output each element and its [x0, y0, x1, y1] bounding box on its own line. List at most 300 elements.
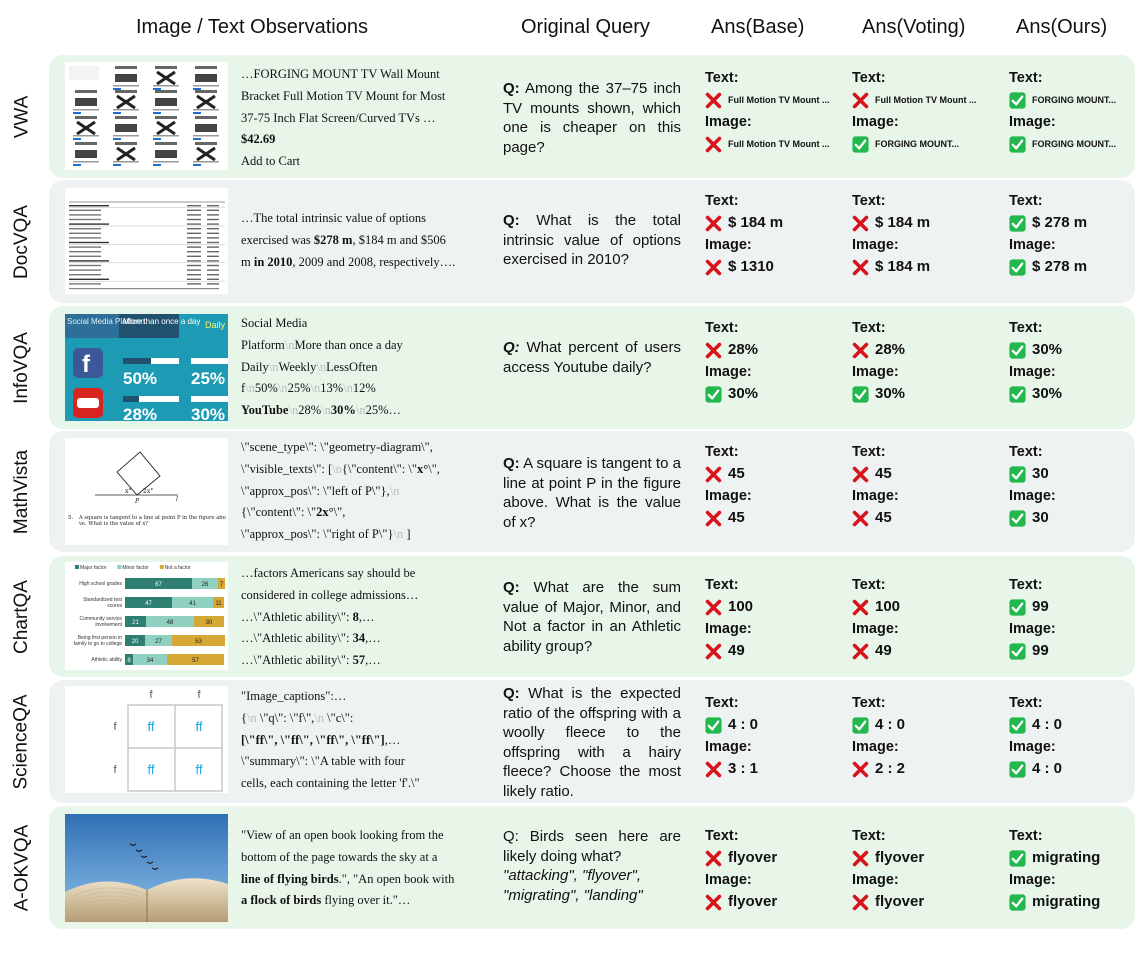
observation-image [65, 686, 228, 793]
cross-icon [852, 761, 869, 778]
answer-ours [1009, 190, 1087, 278]
image-answer-label: Image: [852, 621, 899, 637]
image-answer-label: Image: [1009, 739, 1056, 755]
infographic-value: 30% [191, 405, 226, 421]
category-label: High school grades [79, 581, 122, 587]
legend-label: Not a factor [164, 565, 191, 571]
observation-line: $42.69 [241, 132, 276, 147]
allele-label: f [197, 689, 201, 701]
answer-voting [852, 190, 930, 278]
answer-value: 30% [728, 385, 759, 402]
observation-line: f\n50%\n25%\n13%\n12% [241, 381, 376, 396]
observation-image [65, 814, 228, 922]
legend-label: Major factor [80, 565, 107, 571]
table-image [65, 188, 228, 294]
point-label: P [135, 498, 140, 505]
bar-value-label: 57 [192, 658, 199, 664]
text-answer [852, 339, 905, 361]
punnett-cell: ff [147, 762, 155, 777]
image-answer [852, 383, 905, 405]
bar-value-label: 47 [145, 601, 152, 607]
cross-icon [705, 466, 722, 483]
bar-value-label: 11 [215, 601, 222, 607]
product-tile [113, 116, 139, 140]
query-text: Birds seen here are likely doing what? [503, 828, 681, 865]
bar-value-label: 20 [131, 639, 139, 645]
header-observations: Image / Text Observations [136, 16, 368, 38]
observation-line: \"visible_texts\": [\n{\"content\": \"x°\", [241, 461, 440, 476]
cross-icon [852, 466, 869, 483]
check-icon [705, 386, 722, 403]
answer-voting [852, 574, 900, 662]
bar-value-label: 27 [155, 639, 162, 645]
bar-value-label: 8 [127, 658, 131, 664]
cross-icon [852, 599, 869, 616]
text-answer-label: Text: [1009, 320, 1043, 336]
query-text: A square is tangent to a line at point P in the figure above. What is the value of x? [503, 455, 681, 531]
text-answer-label: Text: [705, 695, 739, 711]
observation-line: line of flying birds.", "An open book with [241, 871, 455, 886]
text-observation [241, 825, 476, 912]
answer-value: FORGING MOUNT... [1032, 139, 1116, 149]
dataset-label [0, 806, 44, 929]
svg-text:f: f [82, 351, 90, 378]
answer-value: 49 [875, 642, 892, 659]
cross-icon [852, 215, 869, 232]
answer-value: 3 : 1 [728, 760, 759, 777]
text-answer [852, 463, 899, 485]
answer-ours [1009, 825, 1100, 913]
observation-image [65, 314, 228, 421]
image-answer [852, 758, 905, 780]
answer-voting [852, 825, 924, 913]
answer-base [705, 190, 783, 278]
query-prefix: Q: [503, 828, 519, 845]
infographic-value: 50% [123, 369, 158, 388]
query-options: "attacking", "flyover", "migrating", "landing" [503, 867, 643, 904]
observation-image [65, 562, 228, 670]
check-icon [1009, 466, 1026, 483]
image-answer-label: Image: [705, 237, 752, 253]
angle-label-x: x° [125, 488, 132, 495]
query-text: What percent of users access Youtube daily? [503, 339, 682, 376]
punnett-cell: ff [147, 719, 155, 734]
text-answer [852, 596, 900, 618]
infographic-value: 25% [191, 369, 226, 388]
answer-value: 2 : 2 [875, 760, 906, 777]
text-answer-label: Text: [1009, 70, 1043, 86]
dataset-name: ChartQA [11, 579, 33, 654]
problem-caption: A square is tangent to a line at point P in the figure abo ve. What is the value of x? [79, 515, 226, 527]
legend-label: Minor factor [122, 565, 149, 571]
legend-entry [75, 565, 107, 571]
text-answer-label: Text: [705, 444, 739, 460]
observation-line: Daily\nWeekly\nLessOften [241, 359, 378, 374]
answer-value: 28% [728, 341, 759, 358]
observation-image [65, 438, 228, 545]
product-tile [193, 90, 219, 114]
header-ans-ours: Ans(Ours) [1016, 16, 1108, 38]
answer-voting [852, 441, 899, 529]
query-text: What is the expected ratio of the offspring with a woolly fleece to the offspring with a hairy fleece? Choose the most likely ratio. [503, 685, 681, 800]
punnett-cell: ff [195, 762, 203, 777]
geometry-figure [68, 452, 226, 527]
observation-line: {\"content\": \"2x°\", [241, 505, 346, 520]
punnett-square [113, 689, 222, 791]
answer-value: 99 [1032, 598, 1049, 615]
text-answer [705, 714, 758, 736]
query-prefix: Q: [503, 339, 520, 356]
image-answer [1009, 507, 1056, 529]
image-answer-label: Image: [705, 114, 752, 130]
observation-line: 37-75 Inch Flat Screen/Curved TVs … [241, 110, 436, 125]
text-answer [1009, 714, 1062, 736]
observation-line: …FORGING MOUNT TV Wall Mount [241, 67, 440, 81]
answer-value: FORGING MOUNT... [875, 139, 959, 149]
text-observation [241, 64, 476, 173]
image-answer-label: Image: [1009, 114, 1056, 130]
image-answer-label: Image: [852, 114, 899, 130]
observation-line: [\"ff\", \"ff\", \"ff\", \"ff\"],… [241, 732, 401, 747]
observation-line: \"approx_pos\": \"left of P\"},\n [241, 483, 400, 498]
original-query [503, 684, 681, 801]
dataset-name: DocVQA [11, 204, 33, 279]
answer-value: migrating [1032, 893, 1101, 910]
observation-line: "View of an open book looking from the [241, 828, 444, 842]
header-ans-voting: Ans(Voting) [862, 16, 966, 38]
text-observation [241, 563, 476, 672]
answer-value: Full Motion TV Mount ... [728, 95, 830, 105]
text-answer-label: Text: [852, 577, 886, 593]
answer-value: 28% [875, 341, 906, 358]
text-answer-label: Text: [705, 577, 739, 593]
text-answer-label: Text: [1009, 577, 1043, 593]
observation-line: …factors Americans say should be [241, 566, 416, 580]
image-answer-label: Image: [705, 739, 752, 755]
answer-value: Full Motion TV Mount ... [875, 95, 977, 105]
header-original-query: Original Query [521, 16, 650, 38]
text-answer-label: Text: [705, 320, 739, 336]
answer-value: $ 278 m [1032, 258, 1088, 275]
image-answer-label: Image: [705, 621, 752, 637]
infographic-image [65, 314, 228, 421]
answer-value: 30% [1032, 385, 1063, 402]
observation-line: cells, each containing the letter 'f'.\" [241, 776, 420, 791]
answer-value: 45 [875, 465, 892, 482]
text-answer-label: Text: [705, 828, 739, 844]
allele-label: f [149, 689, 153, 701]
cross-icon [705, 342, 722, 359]
dataset-label [0, 680, 44, 803]
bar-value-label: 21 [132, 620, 139, 626]
original-query [503, 578, 681, 656]
answer-value: 30% [875, 385, 906, 402]
observation-line: …\"Athletic ability\": 8,… [241, 609, 375, 624]
dataset-label [0, 431, 44, 552]
text-answer-label: Text: [852, 320, 886, 336]
answer-value: 45 [728, 509, 745, 526]
answer-value: 4 : 0 [875, 716, 906, 733]
observation-line: considered in college admissions… [241, 587, 419, 602]
observation-line: \"approx_pos\": \"right of P\"}\n ] [241, 527, 411, 542]
check-icon [705, 717, 722, 734]
bar-value-label: 26 [201, 582, 209, 588]
problem-number: 5. [68, 515, 74, 521]
product-tile [153, 90, 179, 114]
angle-label-2x: 2x° [143, 488, 154, 495]
image-answer-label: Image: [705, 488, 752, 504]
cross-icon [705, 136, 722, 153]
product-tile [69, 66, 99, 80]
query-text: What are the sum value of Major, Minor, and Not a factor in an Athletic ability group? [503, 579, 681, 655]
text-answer [705, 339, 758, 361]
query-prefix: Q: [503, 685, 520, 702]
observation-line: "Image_captions":… [241, 689, 347, 703]
text-answer [852, 89, 976, 111]
answer-value: 30% [1032, 341, 1063, 358]
product-tile [113, 142, 139, 166]
answer-ours [1009, 574, 1056, 662]
answer-value: 99 [1032, 642, 1049, 659]
infographic-col2-header: More than once a day [123, 317, 201, 326]
check-icon [1009, 510, 1026, 527]
image-answer [705, 383, 758, 405]
product-tile [193, 66, 219, 90]
image-answer [1009, 758, 1062, 780]
text-answer [705, 463, 752, 485]
image-answer [705, 256, 783, 278]
observation-line: bottom of the page towards the sky at a [241, 849, 438, 864]
observation-line: {\n \"q\": \"f\",\n \"c\": [241, 710, 354, 725]
text-observation [241, 313, 476, 422]
image-answer-label: Image: [852, 488, 899, 504]
query-text: What is the total intrinsic value of options exercised in 2010? [503, 212, 681, 268]
observation-line: exercised was $278 m, $184 m and $506 [241, 232, 446, 247]
product-tile [113, 90, 139, 114]
answer-value: 45 [875, 509, 892, 526]
text-answer [1009, 212, 1087, 234]
check-icon [1009, 386, 1026, 403]
original-query [503, 79, 681, 157]
cross-icon [852, 894, 869, 911]
infographic-col3-header: Daily [205, 320, 226, 330]
answer-value: 30 [1032, 509, 1049, 526]
cross-icon [852, 643, 869, 660]
answer-base [705, 692, 758, 780]
image-answer-label: Image: [705, 364, 752, 380]
query-prefix: Q: [503, 455, 520, 472]
answer-ours [1009, 67, 1116, 155]
line-label: l [176, 496, 178, 503]
answer-value: 100 [875, 598, 901, 615]
facebook-icon [73, 348, 103, 378]
answer-base [705, 441, 752, 529]
infographic-value: 28% [123, 405, 158, 421]
original-query [503, 211, 681, 270]
answer-value: $ 184 m [875, 214, 931, 231]
answer-base [705, 67, 829, 155]
text-answer [1009, 463, 1056, 485]
image-answer [705, 640, 753, 662]
query-prefix: Q: [503, 80, 520, 97]
text-answer [1009, 596, 1056, 618]
text-answer [705, 212, 783, 234]
image-answer [1009, 256, 1087, 278]
text-answer-label: Text: [852, 695, 886, 711]
youtube-icon [73, 388, 103, 418]
answer-value: 4 : 0 [1032, 760, 1063, 777]
product-tile [73, 116, 99, 140]
text-answer-label: Text: [852, 828, 886, 844]
category-label: Being first person in family to go to college [73, 635, 122, 647]
bar-value-label: 34 [146, 658, 154, 664]
observation-line: a flock of birds flying over it."… [241, 893, 411, 908]
check-icon [1009, 92, 1026, 109]
answer-voting [852, 692, 905, 780]
check-icon [1009, 850, 1026, 867]
text-observation [241, 437, 476, 546]
check-icon [1009, 717, 1026, 734]
image-answer-label: Image: [1009, 237, 1056, 253]
category-label: Community service involvement [79, 616, 122, 628]
cross-icon [705, 510, 722, 527]
image-answer [852, 891, 924, 913]
text-answer [705, 847, 777, 869]
answer-value: 100 [728, 598, 754, 615]
check-icon [1009, 215, 1026, 232]
original-query [503, 827, 681, 905]
check-icon [852, 136, 869, 153]
text-answer-label: Text: [705, 193, 739, 209]
product-tile [113, 66, 139, 90]
answer-base [705, 317, 758, 405]
cross-icon [852, 342, 869, 359]
answer-value: 4 : 0 [1032, 716, 1063, 733]
observation-line: …\"Athletic ability\": 34,… [241, 631, 381, 646]
image-answer-label: Image: [1009, 488, 1056, 504]
category-label: Athletic ability [91, 657, 122, 663]
text-answer-label: Text: [705, 70, 739, 86]
check-icon [1009, 643, 1026, 660]
text-observation [241, 686, 476, 795]
check-icon [852, 386, 869, 403]
answer-value: 45 [728, 465, 745, 482]
cross-icon [852, 850, 869, 867]
image-answer [1009, 640, 1056, 662]
bar-value-label: 41 [189, 601, 196, 607]
observation-line: YouTube\n28%\n30%\n25%… [241, 403, 402, 418]
answer-value: FORGING MOUNT... [1032, 95, 1116, 105]
check-icon [1009, 761, 1026, 778]
image-answer [852, 640, 900, 662]
answer-value: 30 [1032, 465, 1049, 482]
image-answer-label: Image: [705, 872, 752, 888]
cross-icon [852, 510, 869, 527]
stacked-bar-chart [74, 565, 225, 665]
image-answer [1009, 383, 1062, 405]
observation-line: Social Media [241, 316, 308, 330]
cross-icon [705, 761, 722, 778]
image-answer [1009, 133, 1116, 155]
image-answer [705, 758, 758, 780]
text-answer-label: Text: [852, 193, 886, 209]
observation-line: \"scene_type\": \"geometry-diagram\", [241, 440, 433, 454]
dataset-label [0, 180, 44, 303]
text-answer [1009, 339, 1062, 361]
answer-voting [852, 67, 976, 155]
cross-icon [705, 92, 722, 109]
observation-image [65, 62, 228, 170]
text-observation [241, 208, 476, 273]
category-label: Standardized test scores [83, 597, 122, 609]
dataset-label [0, 556, 44, 677]
answer-base [705, 825, 777, 913]
observation-line: …The total intrinsic value of options [241, 211, 427, 225]
image-answer [1009, 891, 1100, 913]
answer-value: flyover [728, 893, 778, 910]
check-icon [1009, 894, 1026, 911]
product-tile [73, 142, 99, 166]
dataset-name: ScienceQA [11, 693, 33, 790]
product-tile [153, 66, 179, 90]
observation-line: \"summary\": \"A table with four [241, 754, 405, 769]
product-tile [193, 142, 219, 166]
text-answer-label: Text: [1009, 695, 1043, 711]
observation-line: Add to Cart [241, 154, 301, 169]
original-query [503, 454, 681, 532]
answer-ours [1009, 441, 1056, 529]
answer-value: Full Motion TV Mount ... [728, 139, 830, 149]
image-answer [705, 133, 829, 155]
image-answer-label: Image: [1009, 872, 1056, 888]
image-answer [852, 256, 930, 278]
cross-icon [705, 599, 722, 616]
answer-value: flyover [875, 849, 925, 866]
cross-icon [705, 894, 722, 911]
dataset-name: InfoVQA [11, 331, 33, 404]
cross-icon [705, 259, 722, 276]
image-answer-label: Image: [1009, 364, 1056, 380]
bar-value-label: 48 [166, 620, 174, 626]
cross-icon [852, 92, 869, 109]
image-answer-label: Image: [852, 872, 899, 888]
query-prefix: Q: [503, 579, 520, 596]
text-answer [1009, 847, 1100, 869]
text-answer [1009, 89, 1116, 111]
answer-value: flyover [875, 893, 925, 910]
observation-image [65, 188, 228, 294]
product-tile [153, 116, 179, 140]
bar-value-label: 30 [205, 620, 213, 626]
image-answer-label: Image: [852, 739, 899, 755]
cross-icon [852, 259, 869, 276]
cross-icon [705, 643, 722, 660]
query-prefix: Q: [503, 212, 520, 229]
image-answer [852, 133, 976, 155]
answer-value: 4 : 0 [728, 716, 759, 733]
text-answer-label: Text: [1009, 828, 1043, 844]
observation-line: m in 2010, 2009 and 2008, respectively…. [241, 254, 456, 269]
answer-value: $ 1310 [728, 258, 774, 275]
product-tile [193, 116, 219, 140]
text-answer [705, 89, 829, 111]
text-answer-label: Text: [852, 444, 886, 460]
product-tile [73, 90, 99, 114]
infographic-col1-header: Social Media Platform [67, 317, 145, 326]
check-icon [1009, 599, 1026, 616]
image-answer-label: Image: [852, 364, 899, 380]
text-answer-label: Text: [1009, 444, 1043, 460]
